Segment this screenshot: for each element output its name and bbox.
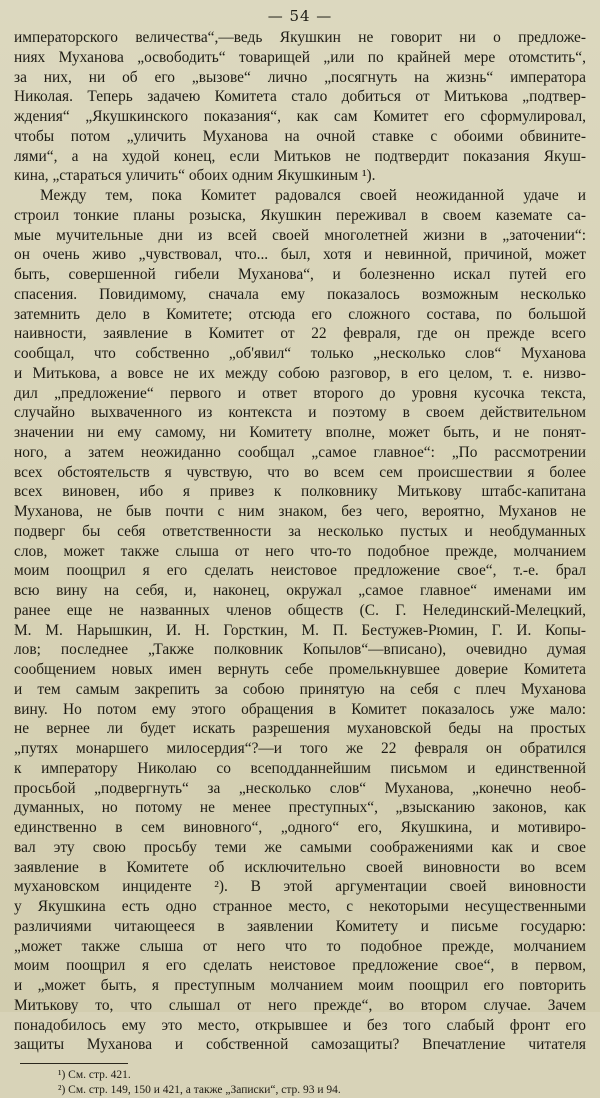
text-line: императорского величества“,—ведь Якушкин не говорит ни о предложе- bbox=[14, 29, 586, 46]
text-line: понадобилось ему это место, открывшее и без того слабый фронт его bbox=[14, 1016, 586, 1034]
text-line: всех обстоятельств я чувствую, что во всем сем происшествии я более bbox=[14, 463, 586, 481]
text-line: не вернее ли будет искать разрешения мухановской беды на простых bbox=[14, 720, 586, 738]
footnote-1: ¹) См. стр. 421. bbox=[58, 1069, 131, 1081]
text-line: просьбой „подвергнуть“ за „несколько слов“ Муханова, „конечно необ- bbox=[14, 779, 586, 797]
text-line: М. М. Нарышкин, И. Н. Горсткин, М. П. Бестужев-Рюмин, Г. И. Копы- bbox=[14, 621, 586, 639]
main-text bbox=[14, 28, 586, 1055]
text-line: подверг бы себя ответственности за несколько пустых и необдуманных bbox=[14, 522, 586, 540]
text-line: наивности, заявление в Комитет от 22 февраля, где он прежде всего bbox=[14, 325, 586, 343]
text-line: лов; последнее „Также полковник Копылов“—вписано), очевидно думая bbox=[14, 641, 586, 659]
text-line: спасения. Повидимому, сначала ему показалось возможным несколько bbox=[14, 285, 586, 303]
text-line: ждения“ „Якушкинского показания“, как сам Комитет его сформулировал, bbox=[14, 108, 586, 125]
text-line: у Якушкина есть одно странное место, с некоторыми несущественными bbox=[14, 898, 586, 915]
text-line: кина, „стараться уличить“ обоих одним Якушкиным ¹). bbox=[14, 167, 376, 185]
text-line: вал эту свою просьбу теми же самыми соображениями как и свое bbox=[14, 838, 586, 856]
text-line: за них, ни об его „вызове“ лично „посягнуть на жизнь“ императора bbox=[14, 68, 586, 86]
text-line: всех виновен, ибо я привез к полковнику Митькову штабс-капитана bbox=[14, 483, 586, 501]
text-line: слов, может также слыша от него что-то подобное прежде, молчанием bbox=[14, 542, 586, 560]
footnote-divider bbox=[20, 1063, 128, 1064]
text-line: и „может быть, я преступным молчанием моим поощрил его повторить bbox=[14, 977, 586, 994]
text-line: значении ни ему самому, ни Комитету вполне, может быть, и не понят- bbox=[14, 424, 586, 441]
text-line: думанных, но потому не менее преступных“, „взысканию законов, как bbox=[14, 799, 586, 817]
text-line: единственно в сем виновного“, „одного“ его, Якушкина, и мотивиро- bbox=[14, 819, 586, 836]
text-line: ранее еще не названных членов обществ (С. Г. Нелединский-Мелецкий, bbox=[14, 601, 586, 619]
text-line: затемнить дело в Комитете; отсюда его сложного состава, по большой bbox=[14, 305, 586, 323]
paragraph-2 bbox=[14, 186, 586, 1055]
text-line: „путях монаршего милосердия“?—и того же 22 февраля он обратился bbox=[14, 740, 586, 757]
footnotes bbox=[14, 1068, 586, 1098]
text-line: моим поощрил я его сделать неистовое предложение свое“, в первом, bbox=[14, 957, 586, 975]
text-line: защиты Муханова и собственной самозащиты? Впечатление читателя bbox=[14, 1036, 586, 1054]
text-line: сообщением новых имен вернуть себе промелькнувшее доверие Комитета bbox=[14, 661, 586, 678]
text-line: быть, совершенной гибели Муханова“, и болезненно искал путей его bbox=[14, 266, 586, 283]
text-line: вину. Но потом ему этого обращения в Комитет показалось уже мало: bbox=[14, 700, 586, 718]
text-line: мые мучительные дни из всей своей многолетней жизни в „заточении“: bbox=[14, 226, 586, 244]
text-line: ниях Муханова „освободить“ товарищей „или по крайней мере отомстить“, bbox=[14, 48, 586, 66]
text-line: „может также слыша от него что то подобное прежде, молчанием bbox=[14, 937, 586, 955]
text-line: различиями читающееся в заявлении Комитету и письме государю: bbox=[14, 917, 586, 935]
text-line: он очень живо „чувствовал, что... был, хотя и невинной, причиной, может bbox=[14, 246, 586, 264]
page-number: — 54 — bbox=[267, 7, 333, 25]
text-line: строил тонкие планы розыска, Якушкин переживал в своем каземате са- bbox=[14, 206, 586, 224]
text-line: мухановском инциденте ²). В этой аргументации своей виновности bbox=[14, 878, 586, 896]
text-line: Между тем, пока Комитет радовался своей неожиданной удаче и bbox=[40, 187, 586, 204]
text-line: ного, а затем неожиданно сообщал „самое главное“: „По рассмотрении bbox=[14, 443, 586, 461]
text-line: и тем самым закрепить за собою принятую на себя с плеч Муханова bbox=[14, 680, 586, 698]
text-line: заявление в Комитете об исключительно своей виновности во всем bbox=[14, 858, 586, 876]
paragraph-1 bbox=[14, 28, 586, 186]
text-line: всю вину на себя, и, наконец, окружал „самое главное“ именами им bbox=[14, 582, 586, 599]
text-line: и Митькова, а вовсе не их между собою разговор, в его целом, т. е. низво- bbox=[14, 364, 586, 382]
text-line: сообщал, что собственно „об'явил“ только „несколько слов“ Муханова bbox=[14, 345, 586, 362]
text-line: к императору Николаю со всеподданнейшим письмом и единственной bbox=[14, 759, 586, 777]
text-line: моим поощрил я его сделать неистовое предложение свое“, т.-е. брал bbox=[14, 562, 586, 580]
text-line: чтобы потом „уличить Муханова на очной ставке с обоими обвините- bbox=[14, 127, 586, 145]
text-line: лями“, а на худой конец, если Митьков не подтвердит показания Якуш- bbox=[14, 147, 586, 165]
text-line: Муханова, не быв почти с ним знаком, без чего, вероятно, Муханов не bbox=[14, 503, 586, 520]
text-line: случайно выхваченного из контекста и поэтому в своем действительном bbox=[14, 404, 586, 422]
footnote-2: ²) См. стр. 149, 150 и 421, а также „Записки“, стр. 93 и 94. bbox=[58, 1084, 341, 1096]
text-line: дил „предложение“ первого и ответ второго до уровня кусочка текста, bbox=[14, 384, 586, 402]
text-line: Митькову то, что слышал от него прежде“, во втором случае. Зачем bbox=[14, 996, 586, 1014]
text-line: Николая. Теперь задачею Комитета стало добиться от Митькова „подтвер- bbox=[14, 88, 586, 106]
